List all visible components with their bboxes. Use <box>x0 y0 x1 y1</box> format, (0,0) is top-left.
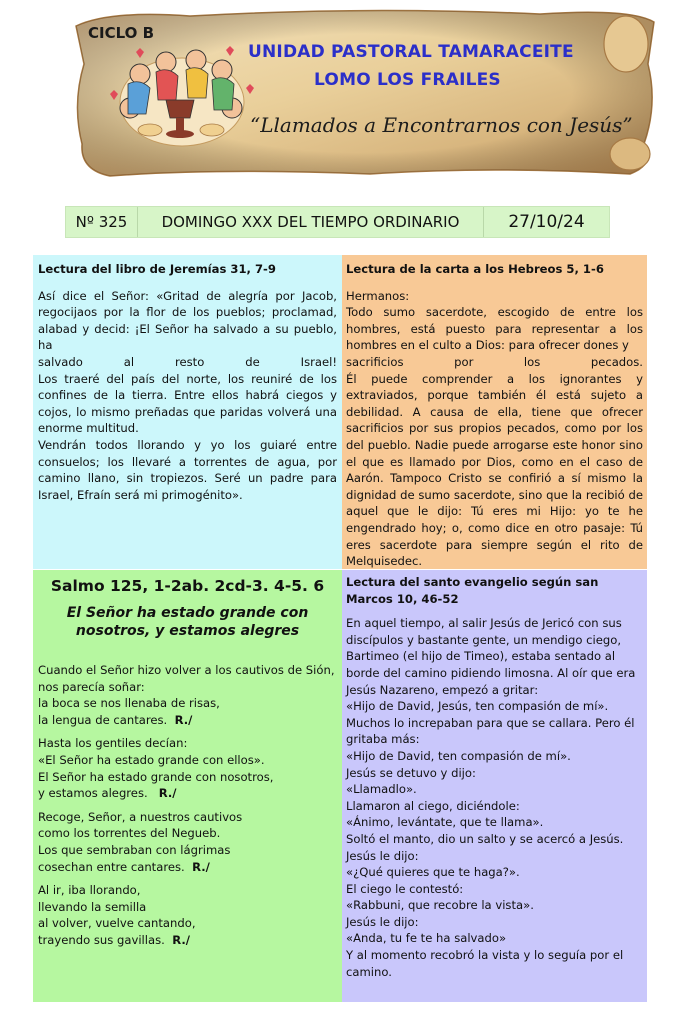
psalm-stanza <box>38 735 337 801</box>
psalm-line-text: la lengua de cantares. <box>38 712 168 727</box>
refrain-marker: R./ <box>192 859 210 874</box>
gospel-line: «Rabbuni, que recobre la vista». <box>346 898 534 913</box>
second-reading-text-1: Todo sumo sacerdote, escogido de entre los hombres, está puesto para representar a los hombres en el culto a Dios: para ofrecer dones y <box>346 305 643 353</box>
psalm-line: «El Señor ha estado grande con ellos». <box>38 752 265 767</box>
gospel-line: Jesús le dijo: <box>346 848 419 863</box>
gospel-line: «Llamadlo». <box>346 782 417 797</box>
gospel-line: Jesús le dijo: <box>346 914 419 929</box>
bulletin-number: Nº 325 <box>66 207 138 237</box>
psalm-line-last <box>38 932 337 949</box>
refrain-marker: R./ <box>172 932 191 947</box>
first-reading-title: Lectura del libro de Jeremías 31, 7-9 <box>38 262 276 276</box>
psalm-stanza <box>38 882 337 948</box>
org-title-line2: LOMO LOS FRAILES <box>314 70 501 90</box>
gospel-line: «Ánimo, levántate, que te llama». <box>346 815 544 830</box>
psalm-line-text: cosechan entre cantares. <box>38 859 185 874</box>
responsorial-psalm <box>33 570 342 1002</box>
first-reading-text-1: Así dice el Señor: «Gritad de alegría por Jacob, regocijaos por la flor de los pueblos; proclamad, alabad y decid: ¡El Señor ha salvado a su pueblo, ha <box>38 288 337 353</box>
gospel-line: «Hijo de David, ten compasión de mí». <box>346 748 571 763</box>
info-bar <box>65 206 610 238</box>
bulletin-date: 27/10/24 <box>508 212 585 232</box>
gospel-line: Llamaron al ciego, diciéndole: <box>346 798 520 813</box>
gospel-reading <box>342 570 647 1002</box>
psalm-line: llevando la semilla <box>38 899 147 914</box>
psalm-line-last <box>38 785 337 802</box>
psalm-line: como los torrentes del Negueb. <box>38 826 221 841</box>
first-reading-text-3: Los traeré del país del norte, los reuniré de los confines de la tierra. Entre ellos habrá ciegos y cojos, lo mismo preñadas que paridas volverá una enorme multitud. <box>38 371 337 436</box>
psalm-line: al volver, vuelve cantando, <box>38 916 196 931</box>
psalm-line-last <box>38 859 337 876</box>
gospel-line: Soltó el manto, dio un salto y se acercó a Jesús. <box>346 831 624 846</box>
psalm-line-last <box>38 712 337 729</box>
refrain-marker: R./ <box>158 786 177 801</box>
psalm-line: El Señor ha estado grande con nosotros, <box>38 769 274 784</box>
psalm-line: nos parecía soñar: <box>38 679 145 694</box>
psalm-stanza <box>38 662 337 728</box>
psalm-line-text: trayendo sus gavillas. <box>38 932 165 947</box>
org-title-line1: UNIDAD PASTORAL TAMARACEITE <box>248 42 574 62</box>
second-reading-intro: Hermanos: <box>346 288 410 303</box>
first-reading-text-4: Vendrán todos llorando y yo los guiaré entre consuelos; los llevaré a torrentes de agua, por camino llano, sin tropiezos. Seré un padre para Israel, Efraín será mi primogénito». <box>38 437 337 502</box>
gospel-line: Muchos lo increpaban para que se callara. Pero él gritaba más: <box>346 715 635 747</box>
second-reading <box>342 255 647 569</box>
cycle-label: CICLO B <box>88 24 155 42</box>
gospel-line: «Anda, tu fe te ha salvado» <box>346 931 507 946</box>
gospel-line: Jesús se detuvo y dijo: <box>346 765 476 780</box>
psalm-title: Salmo 125, 1-2ab. 2cd-3. 4-5. 6 <box>50 577 325 595</box>
first-reading-text-2: salvado al resto de Israel! <box>38 354 337 369</box>
second-reading-text-2: sacrificios por los pecados. <box>346 354 643 369</box>
first-reading <box>33 255 342 569</box>
second-reading-title: Lectura de la carta a los Hebreos 5, 1-6 <box>346 262 604 276</box>
psalm-line: Recoge, Señor, a nuestros cautivos <box>38 809 243 824</box>
header-banner <box>70 4 660 180</box>
gospel-line: Y al momento recobró la vista y lo seguía por el camino. <box>346 948 624 979</box>
gospel-line: El ciego le contestó: <box>346 881 464 896</box>
psalm-response: El Señor ha estado grande con nosotros, y estamos alegres <box>66 605 309 639</box>
motto: “Llamados a Encontrarnos con Jesús” <box>250 113 633 137</box>
psalm-line: Cuando el Señor hizo volver a los cautivos de Sión, <box>38 663 335 677</box>
gospel-line: «¿Qué quieres que te haga?». <box>346 865 520 880</box>
second-reading-text-3: Él puede comprender a los ignorantes y extraviados, porque también él está sujeto a debilidad. A causa de ella, tiene que ofrecer sacrificios por sus propios pecados, como por los del pueblo. Nadie puede arrogarse este honor sino el que es llamado por Dios, como en el caso de Aarón. Tampoco Cristo se confirió a sí mismo la dignidad de sumo sacerdote, sino que la recibió de aquel que le dijo: Tú eres mi Hijo: yo te he engendrado hoy; o, como dice en otro pasaje: Tú eres sacerdote para siempre según el rito de Melquisedec. <box>346 371 643 569</box>
refrain-marker: R./ <box>174 712 193 727</box>
liturgical-sunday: DOMINGO XXX DEL TIEMPO ORDINARIO <box>138 207 484 237</box>
psalm-line: Hasta los gentiles decían: <box>38 736 188 751</box>
psalm-line-text: y estamos alegres. <box>38 786 148 801</box>
psalm-stanza <box>38 809 337 875</box>
gospel-title: Lectura del santo evangelio según san Marcos 10, 46-52 <box>346 575 599 606</box>
gospel-line: «Hijo de David, Jesús, ten compasión de mí». <box>346 699 609 714</box>
psalm-line: Los que sembraban con lágrimas <box>38 842 231 857</box>
gospel-line: En aquel tiempo, al salir Jesús de Jericó con sus discípulos y bastante gente, un mendigo ciego, Bartimeo (el hijo de Timeo), estaba sentado al borde del camino pidiendo limosna. Al oír que era Jesús Nazareno, empezó a gritar: <box>346 616 636 697</box>
psalm-line: la boca se nos llenaba de risas, <box>38 696 220 711</box>
psalm-line: Al ir, iba llorando, <box>38 883 141 898</box>
parchment-scroll-icon <box>70 4 660 180</box>
